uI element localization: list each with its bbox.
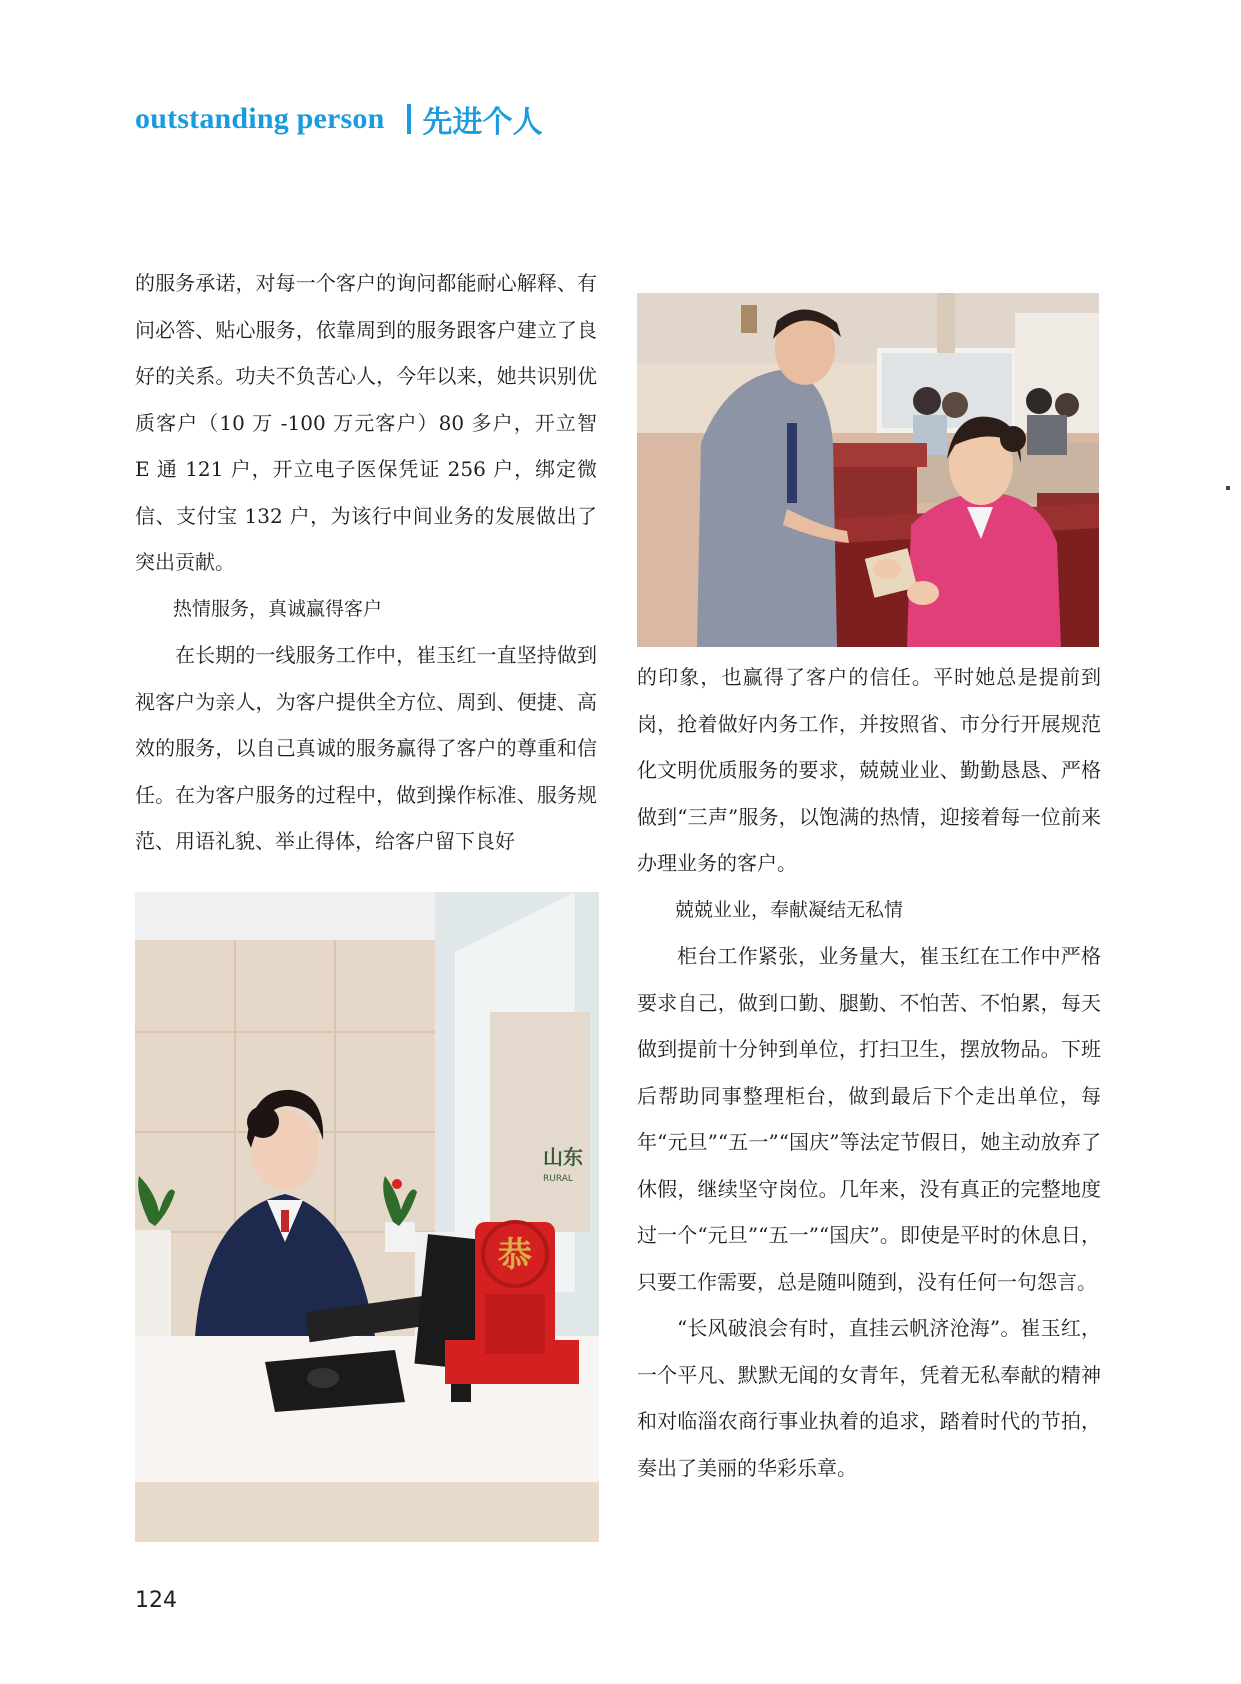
header-separator bbox=[407, 104, 411, 134]
ornament-character: 恭 bbox=[498, 1235, 532, 1275]
paragraph: 的服务承诺，对每一个客户的询问都能耐心解释、有问必答、贴心服务，依靠周到的服务跟客户建立了良好的关系。功夫不负苦心人，今年以来，她共识别优质客户（10 万 -100 万元客户）80 多户，开立智 E 通 121 户，开立电子医保凭证 256 户，绑定微信、支付宝 132 户，为该行中间业务的发展做出了突出贡献。 bbox=[135, 271, 597, 574]
edge-mark bbox=[1226, 486, 1230, 490]
subheading: 兢兢业业，奉献凝结无私情 bbox=[675, 898, 904, 921]
bank-sign-text: 山东 bbox=[543, 1145, 583, 1169]
section-header bbox=[135, 96, 543, 142]
paragraph: 的印象，也赢得了客户的信任。平时她总是提前到岗，抢着做好内务工作，并按照省、市分行开展规范化文明优质服务的要求，兢兢业业、勤勤恳恳、严格做到“三声”服务，以饱满的热情，迎接着每一位前来办理业务的客户。 bbox=[637, 665, 1101, 875]
left-column bbox=[135, 260, 597, 865]
paragraph: “长风破浪会有时，直挂云帆济沧海”。崔玉红，一个平凡、默默无闻的女青年，凭着无私奉献的精神和对临淄农商行事业执着的追求，踏着时代的节拍，奏出了美丽的华彩乐章。 bbox=[637, 1316, 1101, 1480]
section-title-english: outstanding person bbox=[135, 102, 385, 135]
page-number: 124 bbox=[135, 1588, 177, 1613]
subheading: 热情服务，真诚赢得客户 bbox=[173, 597, 383, 620]
paragraph: 柜台工作紧张，业务量大，崔玉红在工作中严格要求自己，做到口勤、腿勤、不怕苦、不怕累，每天做到提前十分钟到单位，打扫卫生，摆放物品。下班后帮助同事整理柜台，做到最后下个走出单位，每年“元旦”“五一”“国庆”等法定节假日，她主动放弃了休假，继续坚守岗位。几年来，没有真正的完整地度过一个“元旦”“五一”“国庆”。即使是平时的休息日，只要工作需要，总是随叫随到，没有任何一句怨言。 bbox=[637, 944, 1101, 1294]
paragraph: 在长期的一线服务工作中，崔玉红一直坚持做到视客户为亲人，为客户提供全方位、周到、便捷、高效的服务，以自己真诚的服务赢得了客户的尊重和信任。在为客户服务的过程中，做到操作标准、服务规范、用语礼貌、举止得体，给客户留下良好 bbox=[135, 643, 597, 853]
bank-sign-subtext: RURAL bbox=[543, 1174, 573, 1184]
section-title-chinese: 先进个人 bbox=[422, 105, 543, 140]
photo-teller-at-desk bbox=[135, 892, 599, 1542]
right-column bbox=[637, 654, 1101, 1491]
photo-teller-helping-child bbox=[637, 293, 1099, 647]
